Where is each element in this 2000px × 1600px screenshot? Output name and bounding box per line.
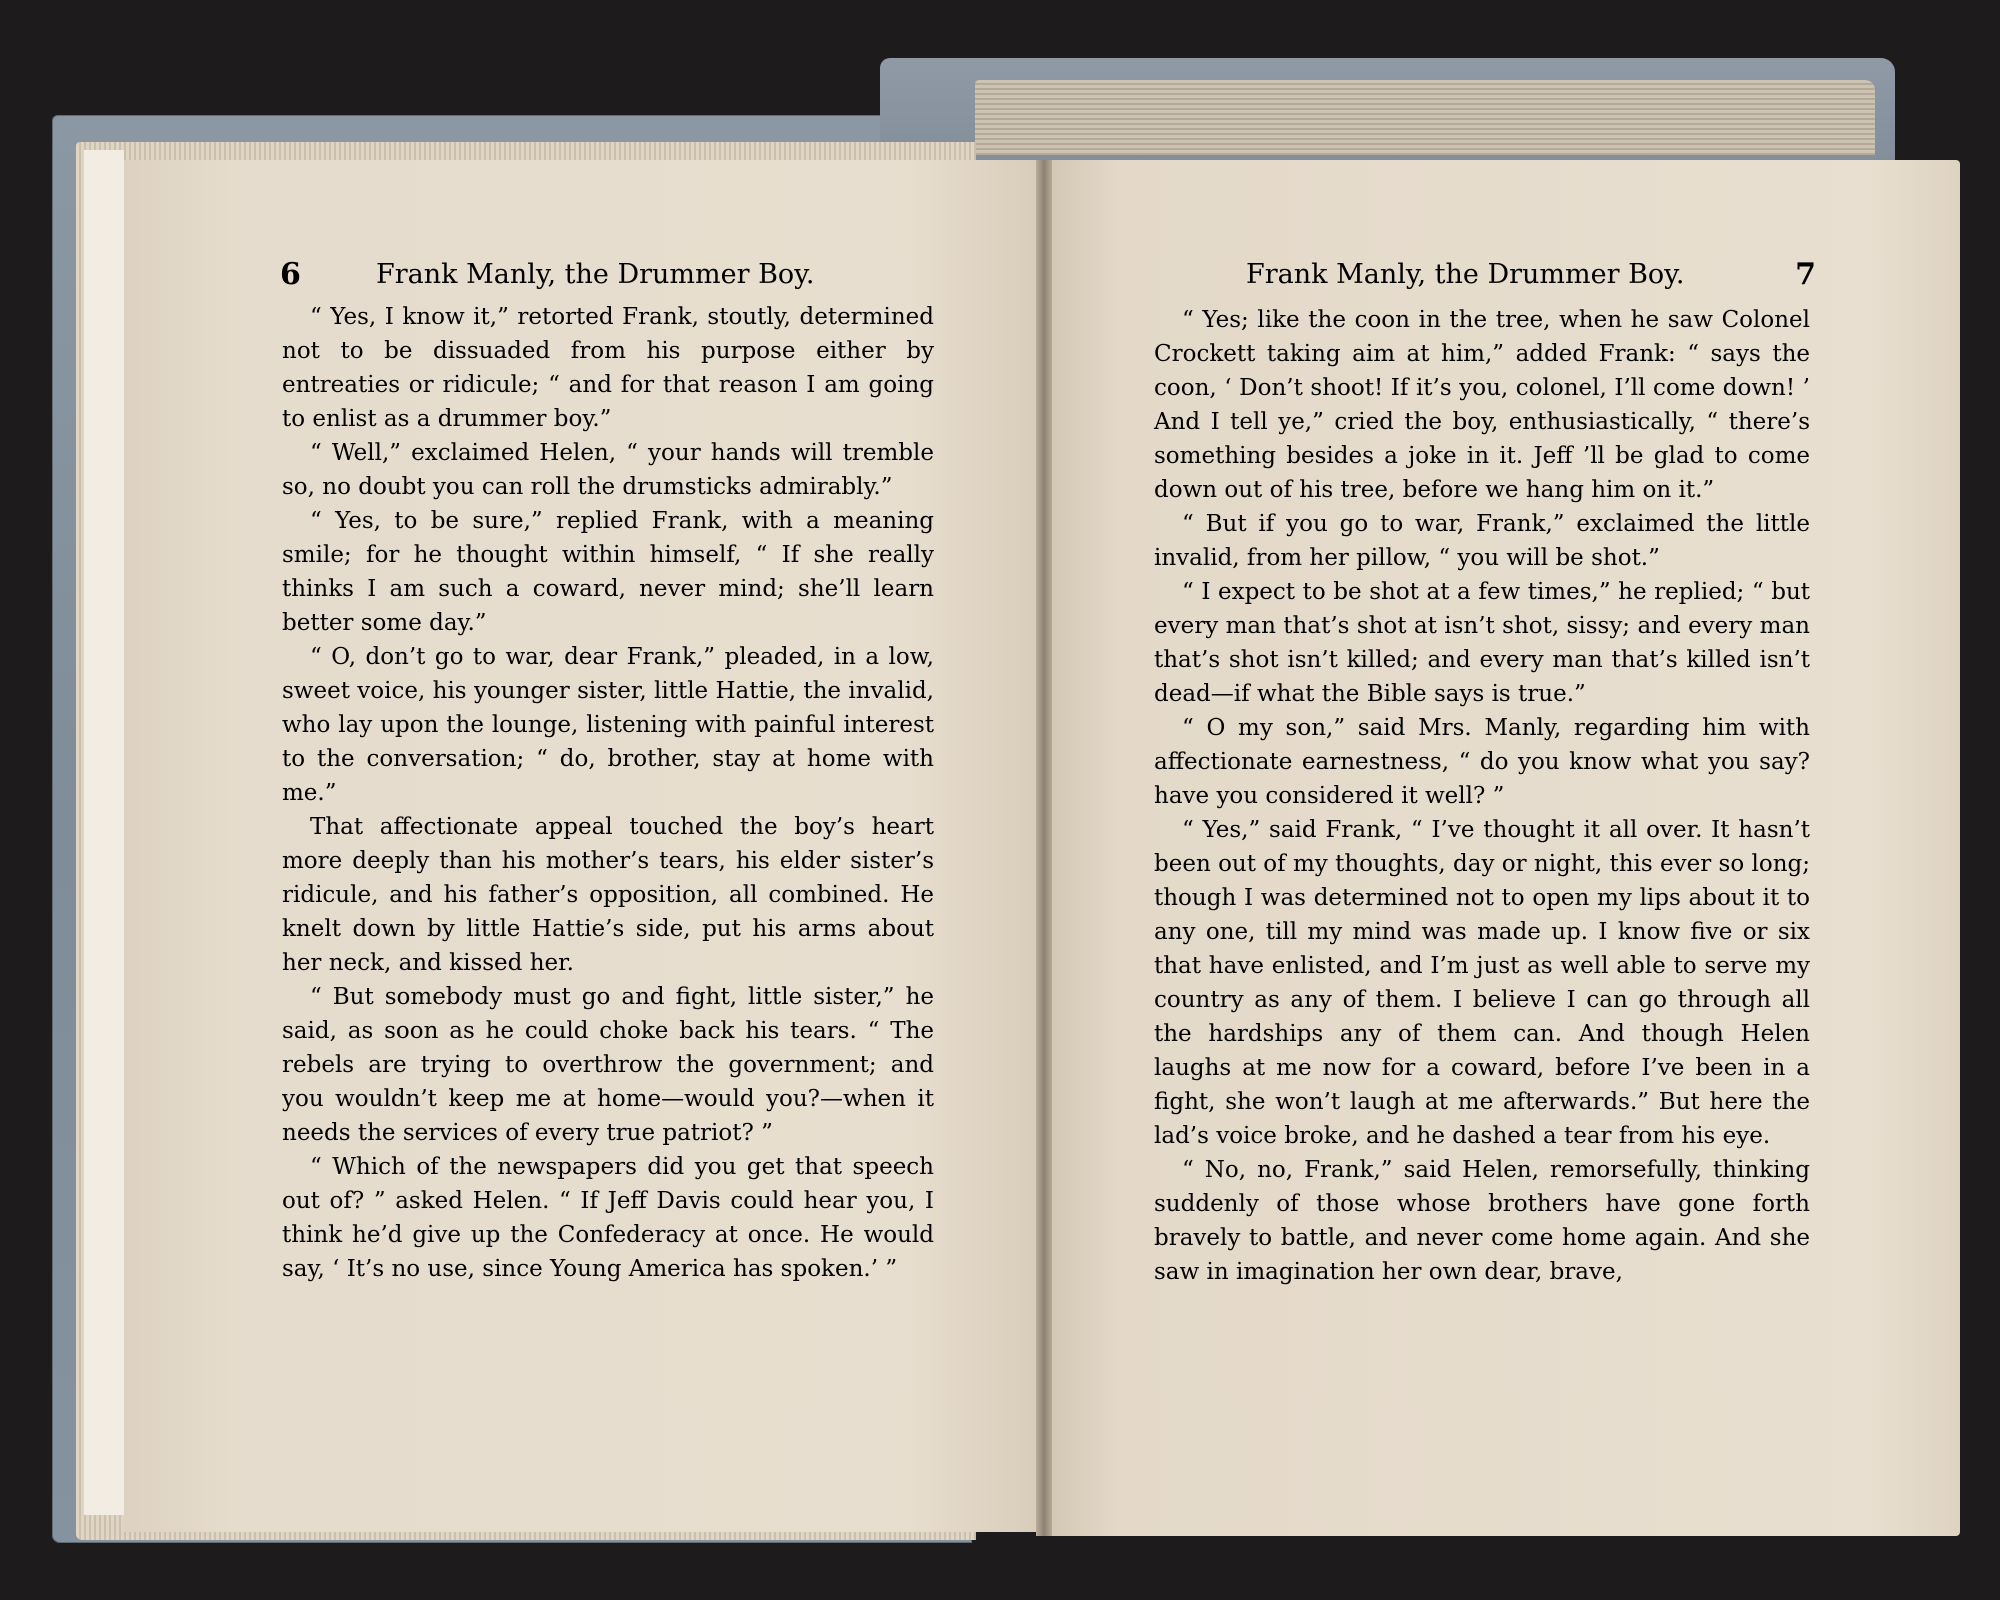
- paragraph: “ O my son,” said Mrs. Manly, regarding him with affectionate earnestness, “ do you know what you say? have you considered it well? ”: [1154, 715, 1810, 809]
- right-running-title: Frank Manly, the Drummer Boy.: [1246, 259, 1685, 290]
- flyleaf: [84, 150, 124, 1515]
- page-edges-top: [975, 80, 1875, 155]
- left-page-header: [280, 255, 960, 295]
- right-page-header: [1246, 255, 1816, 295]
- paragraph: “ Yes, to be sure,” replied Frank, with a meaning smile; for he thought within himself, “ If she really thinks I am such a coward, never mind; she’ll learn better some day.”: [282, 508, 934, 636]
- paragraph: “ Yes; like the coon in the tree, when he saw Colonel Crockett taking aim at him,” added Frank: “ says the coon, ‘ Don’t shoot! If it’s you, colonel, I’ll come down! ’ And I tell ye,” cried the boy, enthusiastically, “ there’s something besides a joke in it. Jeff ’ll be glad to come down out of his tree, before we hang him on it.”: [1154, 307, 1810, 503]
- paragraph: “ Yes,” said Frank, “ I’ve thought it all over. It hasn’t been out of my thoughts, day or night, this ever so long; though I was determined not to open my lips about it to any one, till my mind was made up. I know five or six that have enlisted, and I’m just as well able to serve my country as any of them. I believe I can go through all the hardships any of them can. And though Helen laughs at me now for a coward, before I’ve been in a fight, she won’t laugh at me afterwards.” But here the lad’s voice broke, and he dashed a tear from his eye.: [1154, 817, 1810, 1149]
- paragraph: “ Which of the newspapers did you get that speech out of? ” asked Helen. “ If Jeff Davis could hear you, I think he’d give up the Confederacy at once. He would say, ‘ It’s no use, since Young America has spoken.’ ”: [282, 1154, 934, 1282]
- right-page-body: [1154, 303, 1810, 1289]
- paragraph: “ O, don’t go to war, dear Frank,” pleaded, in a low, sweet voice, his younger sister, little Hattie, the invalid, who lay upon the lounge, listening with painful interest to the conversation; “ do, brother, stay at home with me.”: [282, 644, 934, 806]
- left-page-body: [282, 300, 934, 1286]
- paragraph: “ Well,” exclaimed Helen, “ your hands will tremble so, no doubt you can roll the drumsticks admirably.”: [282, 440, 934, 500]
- right-page-number: 7: [1795, 257, 1816, 292]
- book-gutter: [1036, 160, 1052, 1536]
- left-page-number: 6: [280, 257, 301, 292]
- paragraph: “ But somebody must go and fight, little sister,” he said, as soon as he could choke back his tears. “ The rebels are trying to overthrow the government; and you wouldn’t keep me at home—would you?—when it needs the services of every true patriot? ”: [282, 984, 934, 1146]
- left-running-title: Frank Manly, the Drummer Boy.: [376, 259, 815, 290]
- paragraph: “ I expect to be shot at a few times,” he replied; “ but every man that’s shot at isn’t shot, sissy; and every man that’s shot isn’t killed; and every man that’s killed isn’t dead—if what the Bible says is true.”: [1154, 579, 1810, 707]
- paragraph: “ No, no, Frank,” said Helen, remorsefully, thinking suddenly of those whose brothers have gone forth bravely to battle, and never come home again. And she saw in imagination her own dear, brave,: [1154, 1157, 1810, 1285]
- paragraph: That affectionate appeal touched the boy’s heart more deeply than his mother’s tears, his elder sister’s ridicule, and his father’s opposition, all combined. He knelt down by little Hattie’s side, put his arms about her neck, and kissed her.: [282, 814, 934, 976]
- paragraph: “ But if you go to war, Frank,” exclaimed the little invalid, from her pillow, “ you will be shot.”: [1154, 511, 1810, 571]
- paragraph: “ Yes, I know it,” retorted Frank, stoutly, determined not to be dissuaded from his purpose either by entreaties or ridicule; “ and for that reason I am going to enlist as a drummer boy.”: [282, 304, 934, 432]
